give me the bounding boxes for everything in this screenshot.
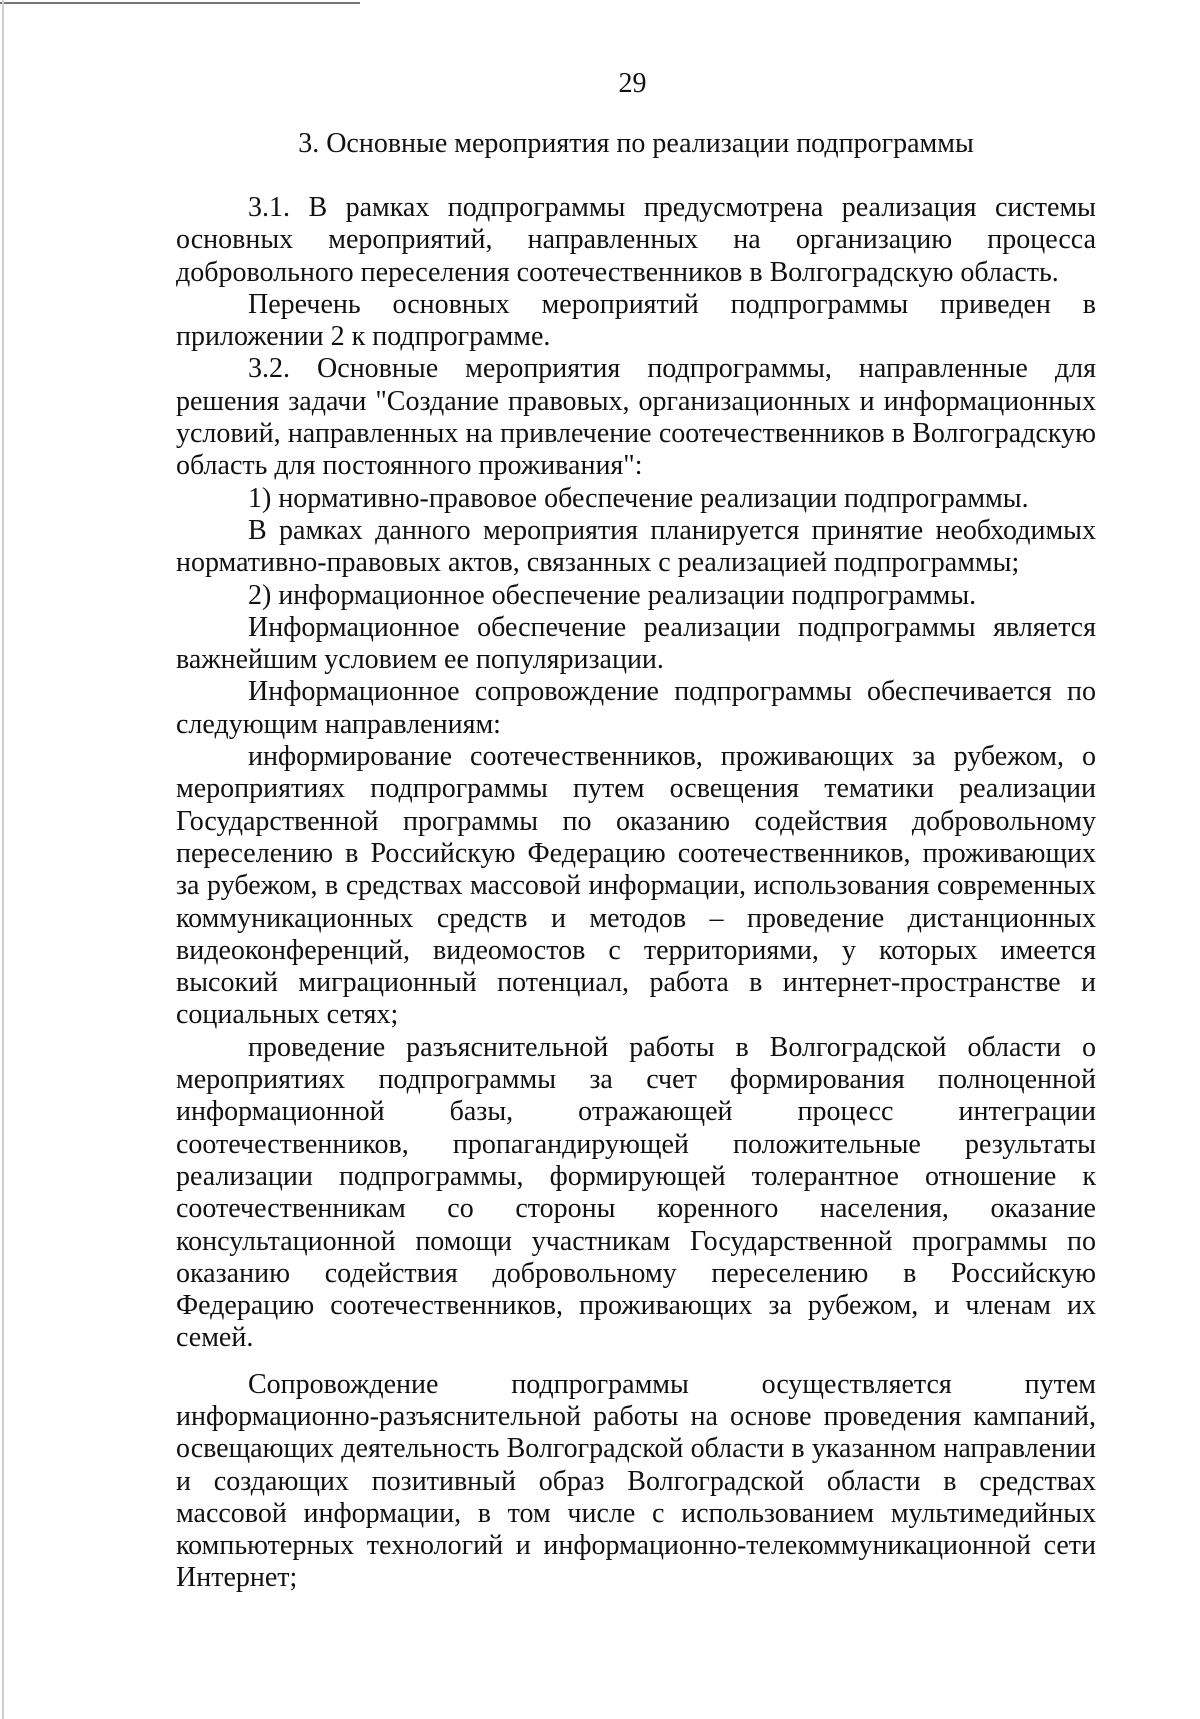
section-heading: 3. Основные мероприятия по реализации подпрограммы [298, 128, 974, 159]
paragraph-list-reference: Перечень основных мероприятий подпрограммы приведен в приложении 2 к подпрограмме. [176, 288, 1096, 353]
document-body [176, 192, 1096, 1595]
paragraph-direction-explanatory: проведение разъяснительной работы в Волгоградской области о мероприятиях подпрограммы за счет формирования полноценной информационной базы, отражающей процесс интеграции соотечественников, пропагандирующей положительные результаты реализации подпрограммы, формирующей толерантное отношение к соотечественникам со стороны коренного населения, оказание консультационной помощи участникам Государственной программы по оказанию содействия добровольному переселению в Российскую Федерацию соотечественников, проживающих за рубежом, и членам их семей. [176, 1031, 1096, 1354]
paragraph-support: Сопровождение подпрограммы осуществляется путем информационно-разъяснительной работы на основе проведения кампаний, освещающих деятельность Волгоградской области в указанном направлении и создающих позитивный образ Волгоградской области в средствах массовой информации, в том числе с использованием мультимедийных компьютерных технологий и информационно-телекоммуникационной сети Интернет; [176, 1368, 1096, 1594]
page-number: 29 [618, 68, 647, 99]
paragraph-3-2: 3.2. Основные мероприятия подпрограммы, направленные для решения задачи "Создание правовых, организационных и информационных условий, направленных на привлечение соотечественников в Волгоградскую область для постоянного проживания": [176, 353, 1096, 482]
paragraph-item-2-detail: Информационное обеспечение реализации подпрограммы является важнейшим условием ее популяризации. [176, 611, 1096, 676]
paragraph-directions-intro: Информационное сопровождение подпрограммы обеспечивается по следующим направлениям: [176, 676, 1096, 740]
scan-border-line [0, 2, 360, 4]
paragraph-3-1: 3.1. В рамках подпрограммы предусмотрена реализация системы основных мероприятий, направленных на организацию процесса добровольного переселения соотечественников в Волгоградскую область. [176, 192, 1096, 288]
paragraph-item-1-detail: В рамках данного мероприятия планируется принятие необходимых нормативно-правовых актов, связанных с реализацией подпрограммы; [176, 514, 1096, 579]
scan-left-edge [2, 0, 4, 1719]
paragraph-direction-informing: информирование соотечественников, проживающих за рубежом, о мероприятиях подпрограммы путем освещения тематики реализации Государственной программы по оказанию содействия добровольному переселению в Российскую Федерацию соотечественников, проживающих за рубежом, в средствах массовой информации, использования современных коммуникационных средств и методов – проведение дистанционных видеоконференций, видеомостов с территориями, у которых имеется высокий миграционный потенциал, работа в интернет-пространстве и социальных сетях; [176, 741, 1096, 1031]
paragraph-item-2: 2) информационное обеспечение реализации подпрограммы. [248, 579, 977, 611]
paragraph-item-1: 1) нормативно-правовое обеспечение реализации подпрограммы. [248, 482, 1029, 514]
